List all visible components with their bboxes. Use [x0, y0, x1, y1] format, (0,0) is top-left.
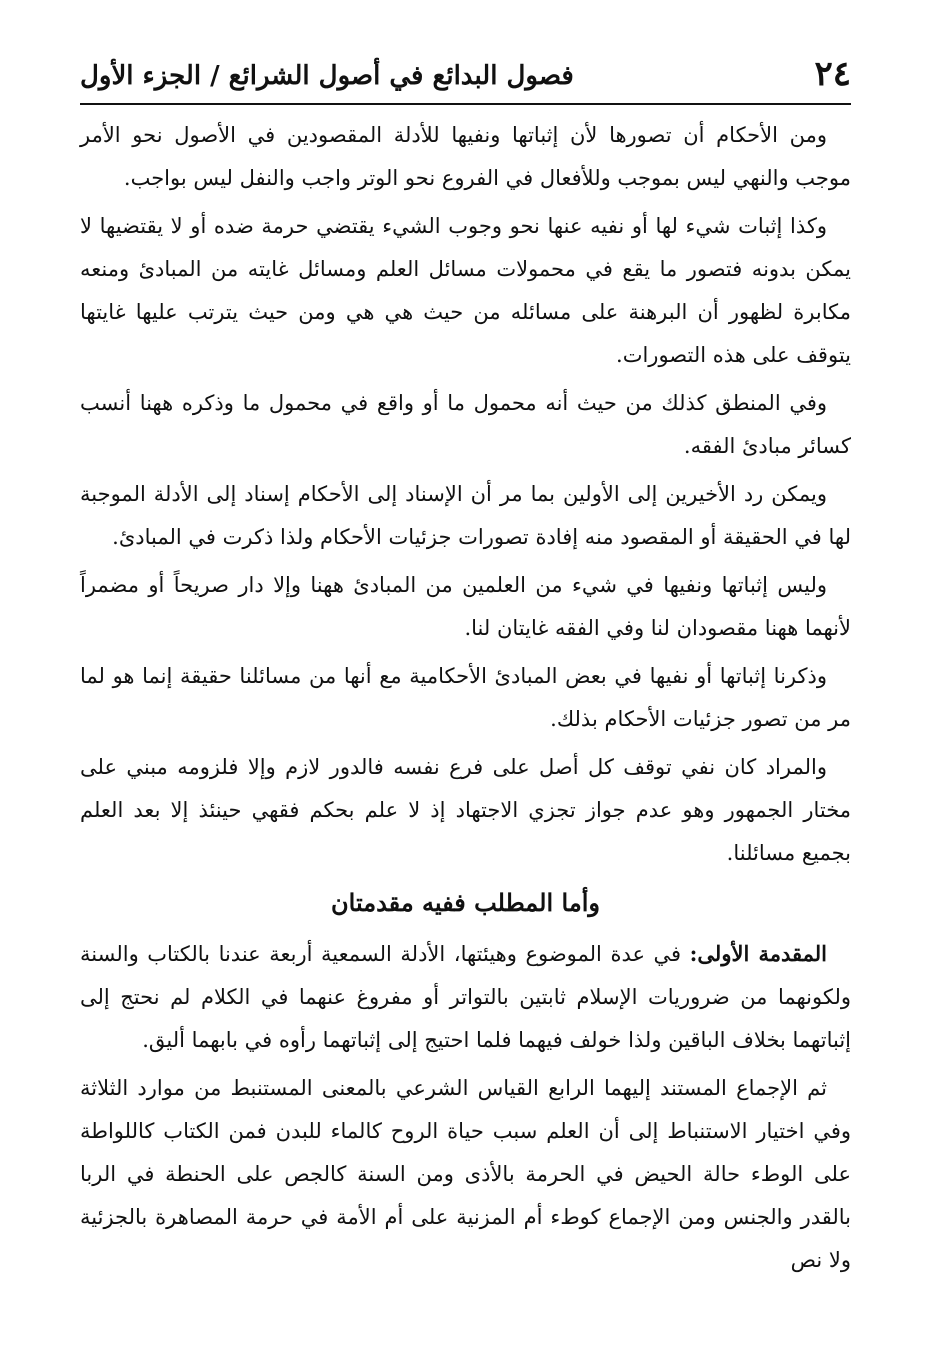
body-paragraph: وليس إثباتها ونفيها في شيء من العلمين من المبادئ ههنا وإلا دار صريحاً أو مضمراً لأنهما ههنا مقصودان لنا وفي الفقه غايتان لنا. — [80, 573, 851, 640]
body-paragraph: وفي المنطق كذلك من حيث أنه محمول ما أو واقع في محمول ما وذكره ههنا أنسب كسائر مبادئ الفقه. — [80, 391, 851, 458]
intro-paragraph — [80, 932, 851, 1062]
running-title: فصول البدائع في أصول الشرائع / الجزء الأول — [80, 61, 574, 91]
header-divider — [80, 103, 851, 105]
body-paragraph: ومن الأحكام أن تصورها لأن إثباتها ونفيها للأدلة المقصودين في الأصول نحو الأمر موجب والنهي ليس بموجب وللأفعال في الفروع نحو الوتر واجب والنفل ليس بواجب. — [80, 123, 851, 190]
page-header — [80, 52, 851, 104]
section-heading: وأما المطلب ففيه مقدمتان — [331, 888, 600, 917]
final-paragraph: ثم الإجماع المستند إليهما الرابع القياس الشرعي بالمعنى المستنبط من موارد الثلاثة وفي اختيار الاستنباط إلى أن العلم سبب حياة الروح كالماء للبدن فمن الكتاب كاللواطة على الوطء حالة الحيض في الحرمة بالأذى ومن السنة كالجص على الحنطة في الربا بالقدر والجنس ومن الإجماع كوطء أم المزنية على أم الأمة في حرمة المصاهرة بالجزئية ولا نص — [80, 1076, 851, 1272]
intro-paragraph-text: في عدة الموضوع وهيئتها، الأدلة السمعية أربعة عندنا بالكتاب والسنة ولكونهما من ضروريات الإسلام ثابتين بالتواتر أو مفروغ عنهما في الكلام لم نحتج إلى إثباتهما بخلاف الباقين ولذا خولف فيهما فلما احتيج إلى إثباتهما رأوه في بابهما أليق. — [80, 942, 851, 1052]
body-paragraph: ويمكن رد الأخيرين إلى الأولين بما مر أن الإسناد إلى الأحكام إسناد إلى الأدلة الموجبة لها في الحقيقة أو المقصود منه إفادة تصورات جزئيات الأحكام ولذا ذكرت في المبادئ. — [80, 482, 851, 549]
page-body — [80, 114, 851, 1287]
body-paragraph: والمراد كان نفي توقف كل أصل على فرع نفسه فالدور لازم وإلا فلزومه مبني على مختار الجمهور وهو عدم جواز تجزي الاجتهاد إذ لا علم بحكم فقهي حينئذ إلا بعد العلم بجميع مسائلنا. — [80, 755, 851, 865]
body-paragraph: وذكرنا إثباتها أو نفيها في بعض المبادئ الأحكامية مع أنها من مسائلنا حقيقة إنما هو لما مر من تصور جزئيات الأحكام بذلك. — [80, 664, 851, 731]
page-number: ٢٤ — [814, 54, 851, 94]
body-paragraph: وكذا إثبات شيء لها أو نفيه عنها نحو وجوب الشيء يقتضي حرمة ضده أو لا يقتضيها لا يمكن بدونه فتصور ما يقع في محمولات مسائل العلم ومسائل غايته من المبادئ ومنعه مكابرة لظهور أن البرهنة على مسائله من حيث هي هي ومن حيث يترتب عليها غايتها يتوقف على هذه التصورات. — [80, 214, 851, 367]
intro-paragraph-lead: المقدمة الأولى: — [689, 941, 828, 966]
